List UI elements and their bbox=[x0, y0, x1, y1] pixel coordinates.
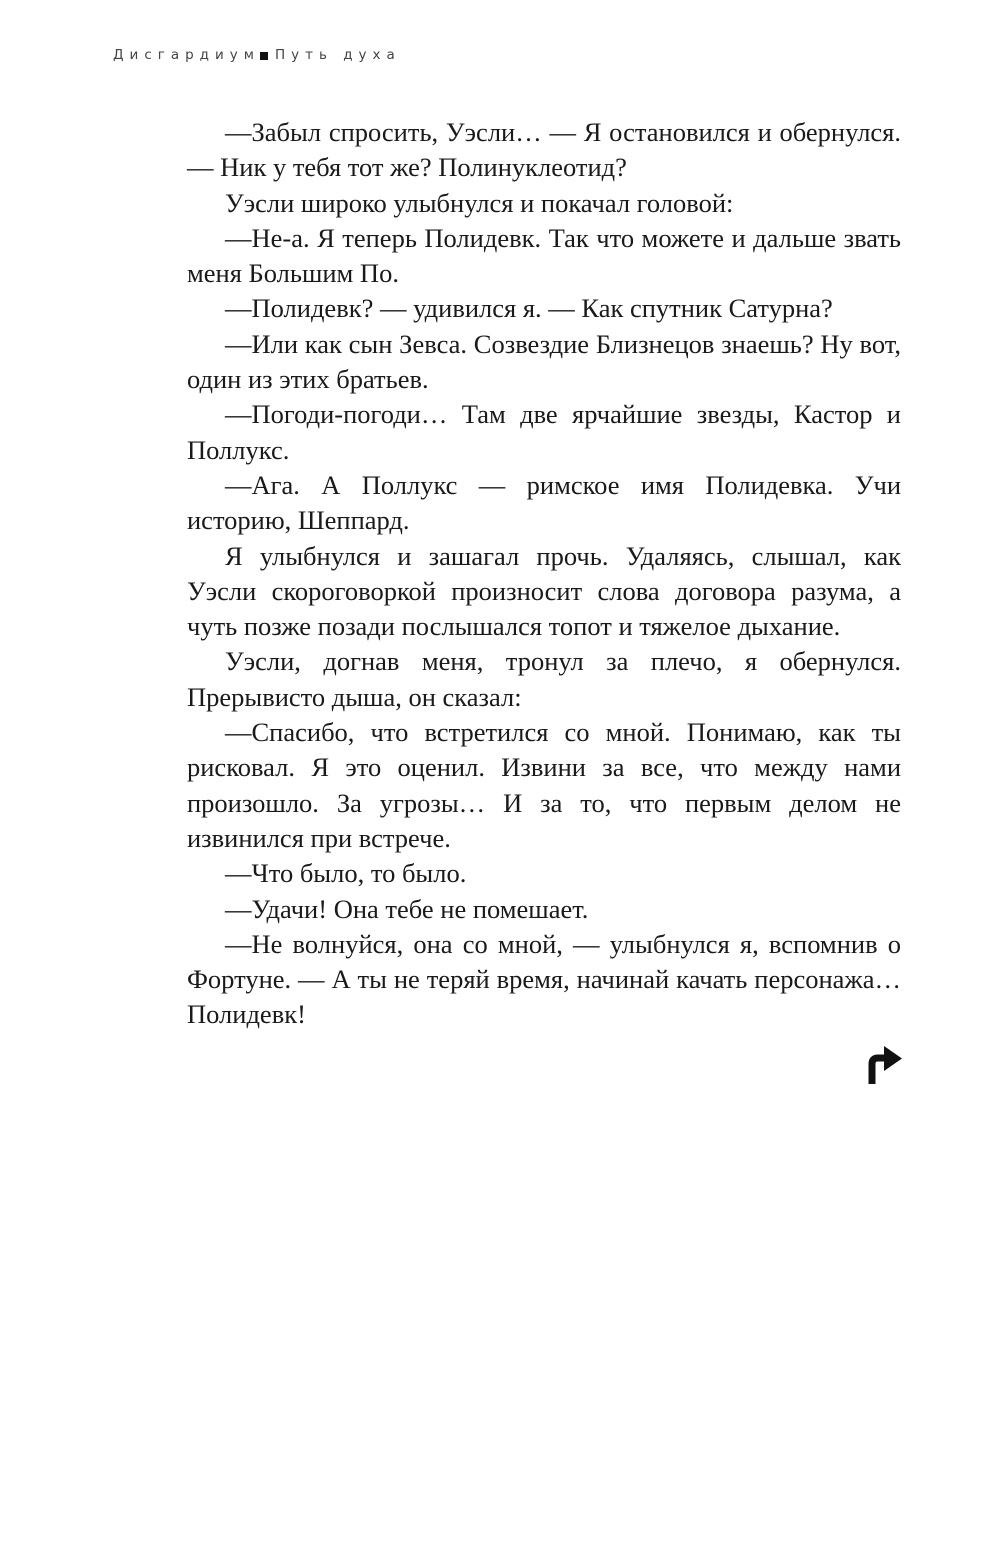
turn-right-arrow-icon bbox=[866, 1046, 902, 1084]
paragraph: Я улыбнулся и зашагал прочь. Удаляясь, слышал, как Уэсли скороговоркой произносит слова договора разума, а чуть позже позади послышался топот и тяжелое дыхание. bbox=[187, 540, 901, 642]
paragraph: —Забыл спросить, Уэсли… — Я остановился и обернулся. — Ник у тебя тот же? Полинуклеотид? bbox=[187, 117, 901, 183]
paragraph: —Или как сын Зевса. Созвездие Близнецов знаешь? Ну вот, один из этих братьев. bbox=[187, 328, 901, 395]
paragraph: —Не-а. Я теперь Полидевк. Так что можете и дальше звать меня Большим По. bbox=[187, 222, 901, 289]
square-bullet-icon bbox=[260, 52, 268, 60]
paragraph: —Спасибо, что встретился со мной. Понимаю, как ты рисковал. Я это оценил. Извини за все, что между нами произошло. За угрозы… И за то, что первым делом не извинился при встрече. bbox=[187, 717, 901, 853]
paragraph: —Ага. А Поллукс — римское имя Полидевка. Учи историю, Шеппард. bbox=[187, 469, 901, 536]
paragraph: Уэсли, догнав меня, тронул за плечо, я обернулся. Прерывисто дыша, он сказал: bbox=[187, 646, 901, 712]
body-text bbox=[187, 115, 901, 1033]
paragraph: —Полидевк? — удивился я. — Как спутник Сатурна? bbox=[225, 293, 833, 324]
paragraph: —Удачи! Она тебе не помешает. bbox=[225, 893, 589, 924]
paragraph: Уэсли широко улыбнулся и покачал головой: bbox=[225, 187, 734, 218]
book-title: Дисгардиум bbox=[113, 47, 260, 63]
running-header bbox=[113, 47, 401, 63]
volume-title: Путь духа bbox=[274, 47, 401, 63]
paragraph: —Не волнуйся, она со мной, — улыбнулся я, вспомнив о Фортуне. — А ты не теряй время, начинай качать персонажа… Полидевк! bbox=[187, 928, 901, 1030]
paragraph: —Погоди-погоди… Там две ярчайшие звезды, Кастор и Поллукс. bbox=[187, 399, 901, 465]
paragraph: —Что было, то было. bbox=[225, 858, 467, 889]
